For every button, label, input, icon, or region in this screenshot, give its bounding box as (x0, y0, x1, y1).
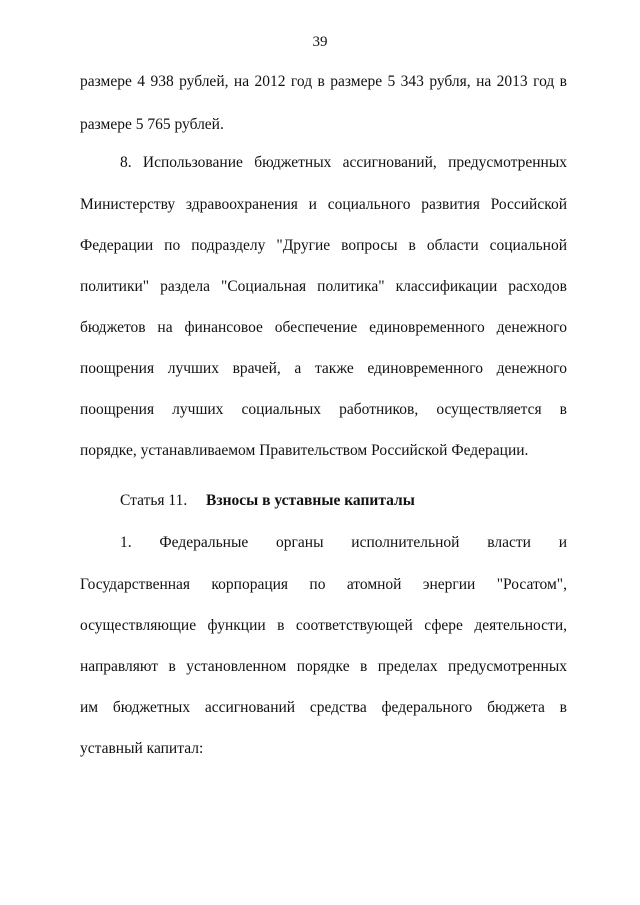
text-line: порядке, устанавливаемом Правительством Российской Федерации. (80, 442, 529, 459)
article-title: Взносы в уставные капиталы (206, 492, 415, 509)
text-line: им бюджетных ассигнований средства федерального бюджета в (80, 699, 567, 716)
paragraph-8-first-line: 8. Использование бюджетных ассигнований, предусмотренных (120, 154, 567, 171)
article-label: Статья 11. (120, 492, 188, 509)
text-line: размере 4 938 рублей, на 2012 год в размере 5 343 рубля, на 2013 год в (80, 73, 567, 90)
text-line: Государственная корпорация по атомной энергии "Росатом", (80, 576, 567, 593)
text-line: поощрения лучших социальных работников, осуществляется в (80, 401, 567, 418)
page-number: 39 (312, 34, 328, 50)
paragraph-11-1-first-line: 1. Федеральные органы исполнительной власти и (120, 534, 567, 551)
text-line: поощрения лучших врачей, а также единовременного денежного (80, 360, 567, 377)
text-line: уставный капитал: (80, 740, 204, 757)
text-line: Министерству здравоохранения и социального развития Российской (80, 196, 567, 213)
text-line: политики" раздела "Социальная политика" классификации расходов (80, 278, 567, 295)
text-line: осуществляющие функции в соответствующей сфере деятельности, (80, 617, 567, 634)
text-line: Федерации по подразделу "Другие вопросы в области социальной (80, 237, 567, 254)
text-line: размере 5 765 рублей. (80, 116, 224, 133)
text-line: бюджетов на финансовое обеспечение единовременного денежного (80, 319, 567, 336)
article-heading (120, 491, 415, 511)
text-line: направляют в установленном порядке в пределах предусмотренных (80, 658, 567, 675)
